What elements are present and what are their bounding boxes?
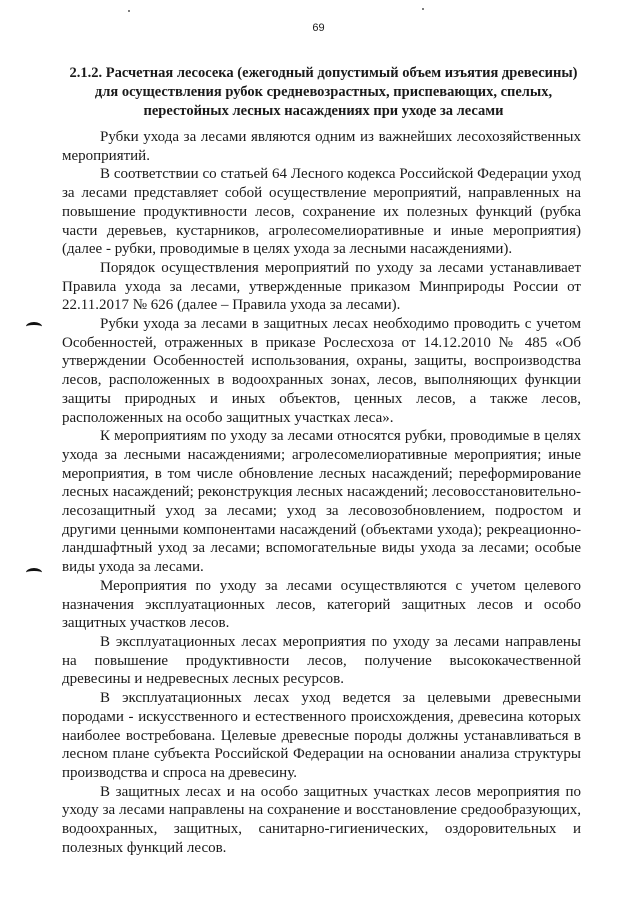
scan-speck <box>422 8 424 10</box>
margin-mark <box>26 568 42 577</box>
paragraph: В эксплуатационных лесах уход ведется за целевыми древесными породами - искусственного и естественного происхождения, древесина которых наиболее востребована. Целевые древесные породы должны устанавливаться в лесном плане субъекта Российской Федерации на основании анализа структуры производства и спроса на древесину. <box>62 690 581 781</box>
body-text <box>62 128 581 857</box>
paragraph: Порядок осуществления мероприятий по уходу за лесами устанавливает Правила ухода за лесами, утвержденные приказом Минприроды России от 22.11.2017 № 626 (далее – Правила ухода за лесами). <box>62 259 581 314</box>
page-number: 69 <box>312 22 325 34</box>
paragraph: В эксплуатационных лесах мероприятия по уходу за лесами направлены на повышение продуктивности лесов, получение высококачественной древесины и недревесных лесных ресурсов. <box>62 633 581 688</box>
paragraph: В защитных лесах и на особо защитных участках лесов мероприятия по уходу за лесами направлены на сохранение и восстановление средообразующих, водоохранных, защитных, санитарно-гигиенических, оздоровительных и полезных функций лесов. <box>62 783 581 856</box>
scan-speck <box>128 10 130 12</box>
paragraph: Мероприятия по уходу за лесами осуществляются с учетом целевого назначения эксплуатационных лесов, категорий защитных лесов и особо защитных участков лесов. <box>62 577 581 632</box>
paragraph: Рубки ухода за лесами являются одним из важнейших лесохозяйственных мероприятий. <box>62 129 581 164</box>
margin-mark <box>26 322 42 331</box>
paragraph: Рубки ухода за лесами в защитных лесах необходимо проводить с учетом Особенностей, отраженных в приказе Рослесхоза от 14.12.2010 № 485 «Об утверждении Особенностей использования, охраны, защиты, воспроизводства лесов, расположенных в водоохранных зонах, лесов, выполняющих функции защиты природных и иных объектов, ценных лесов, а также лесов, расположенных на особо защитных участках леса». <box>62 316 581 426</box>
paragraph: К мероприятиям по уходу за лесами относятся рубки, проводимые в целях ухода за лесными насаждениями; агролесомелиоративные мероприятия; иные мероприятия, в том числе обновление лесных насаждений; переформирование лесных насаждений; реконструкция лесных насаждений; лесовосстановительно-лесозащитный уход за лесами; уход за лесовозобновлением, подростом и другими ценными компонентами насаждений (объектами ухода); рекреационно-ландшафтный уход за лесами; вспомогательные виды ухода за лесами; особые виды ухода за лесами. <box>62 428 581 576</box>
section-heading: 2.1.2. Расчетная лесосека (ежегодный допустимый объем изъятия древесины) для осуществления рубок средневозрастных, приспевающих, спелых, перестойных лесных насаждениях при уходе за лесами <box>69 65 578 119</box>
paragraph: В соответствии со статьей 64 Лесного кодекса Российской Федерации уход за лесами представляет собой осуществление мероприятий, направленных на повышение продуктивности лесов, сохранение их полезных функций (рубка части деревьев, кустарников, агролесомелиоративные и иные мероприятия) (далее - рубки, проводимые в целях ухода за лесными насаждениями). <box>62 166 581 258</box>
